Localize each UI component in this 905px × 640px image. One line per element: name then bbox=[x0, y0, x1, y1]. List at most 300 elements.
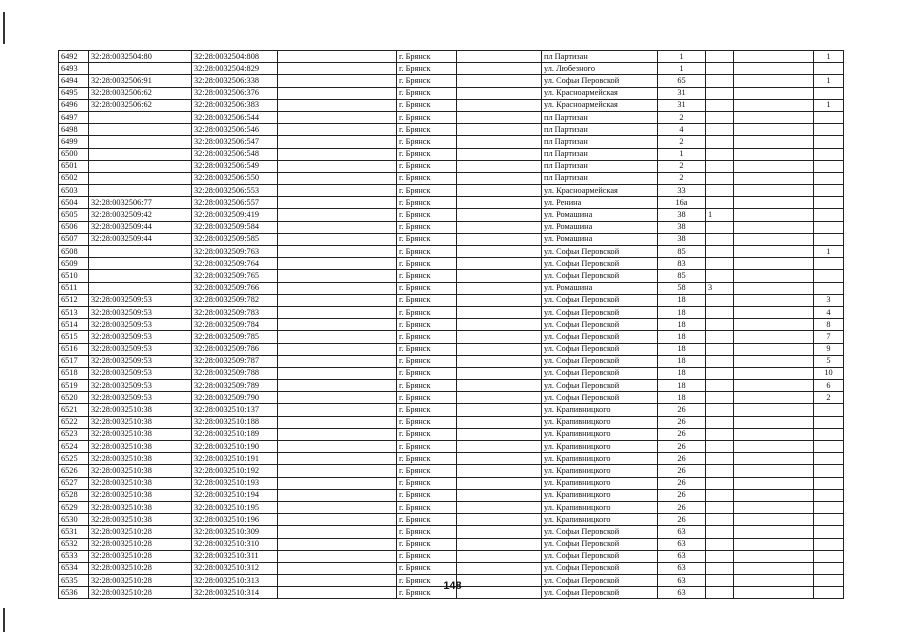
blank-cell bbox=[457, 160, 542, 172]
table-row bbox=[59, 355, 844, 367]
blank-cell bbox=[457, 197, 542, 209]
house-number-cell: 26 bbox=[658, 489, 706, 501]
cadastral-block-cell: 32:28:0032510:28 bbox=[89, 587, 192, 599]
street-cell: ул. Софьи Перовской bbox=[542, 380, 658, 392]
blank-cell bbox=[457, 465, 542, 477]
blank-cell bbox=[278, 453, 397, 465]
quantity-cell bbox=[814, 258, 844, 270]
city-cell: г. Брянск bbox=[397, 343, 457, 355]
blank-cell bbox=[457, 562, 542, 574]
city-cell: г. Брянск bbox=[397, 441, 457, 453]
house-number-cell: 1 bbox=[658, 51, 706, 63]
row-number-cell: 6533 bbox=[59, 550, 89, 562]
row-number-cell: 6496 bbox=[59, 99, 89, 111]
street-cell: ул. Софьи Перовской bbox=[542, 526, 658, 538]
cadastral-number-cell: 32:28:0032506:557 bbox=[192, 197, 278, 209]
extra-cell bbox=[706, 197, 734, 209]
quantity-cell bbox=[814, 489, 844, 501]
blank-cell bbox=[734, 514, 814, 526]
blank-cell bbox=[457, 441, 542, 453]
extra-cell bbox=[706, 136, 734, 148]
house-number-cell: 18 bbox=[658, 343, 706, 355]
extra-cell bbox=[706, 489, 734, 501]
extra-cell bbox=[706, 428, 734, 440]
blank-cell bbox=[734, 319, 814, 331]
blank-cell bbox=[278, 87, 397, 99]
page-number: 148 bbox=[443, 580, 462, 592]
blank-cell bbox=[278, 501, 397, 513]
cadastral-number-cell: 32:28:0032509:765 bbox=[192, 270, 278, 282]
house-number-cell: 26 bbox=[658, 416, 706, 428]
house-number-cell: 65 bbox=[658, 75, 706, 87]
street-cell: пл Партизан bbox=[542, 136, 658, 148]
city-cell: г. Брянск bbox=[397, 197, 457, 209]
quantity-cell bbox=[814, 185, 844, 197]
row-number-cell: 6502 bbox=[59, 172, 89, 184]
house-number-cell: 18 bbox=[658, 355, 706, 367]
cadastral-number-cell: 32:28:0032509:788 bbox=[192, 367, 278, 379]
row-number-cell: 6521 bbox=[59, 404, 89, 416]
blank-cell bbox=[278, 526, 397, 538]
house-number-cell: 26 bbox=[658, 428, 706, 440]
city-cell: г. Брянск bbox=[397, 124, 457, 136]
row-number-cell: 6532 bbox=[59, 538, 89, 550]
cadastral-number-cell: 32:28:0032506:549 bbox=[192, 160, 278, 172]
cadastral-number-cell: 32:28:0032510:192 bbox=[192, 465, 278, 477]
blank-cell bbox=[457, 477, 542, 489]
blank-cell bbox=[457, 416, 542, 428]
cadastral-block-cell: 32:28:0032509:53 bbox=[89, 331, 192, 343]
table-row bbox=[59, 99, 844, 111]
cadastral-number-cell: 32:28:0032510:311 bbox=[192, 550, 278, 562]
house-number-cell: 85 bbox=[658, 270, 706, 282]
table-row bbox=[59, 428, 844, 440]
house-number-cell: 2 bbox=[658, 111, 706, 123]
extra-cell bbox=[706, 306, 734, 318]
blank-cell bbox=[457, 331, 542, 343]
street-cell: ул. Крапивницкого bbox=[542, 416, 658, 428]
street-cell: ул. Софьи Перовской bbox=[542, 538, 658, 550]
blank-cell bbox=[457, 124, 542, 136]
city-cell: г. Брянск bbox=[397, 75, 457, 87]
cadastral-number-cell: 32:28:0032509:784 bbox=[192, 319, 278, 331]
blank-cell bbox=[457, 501, 542, 513]
house-number-cell: 83 bbox=[658, 258, 706, 270]
blank-cell bbox=[278, 367, 397, 379]
city-cell: г. Брянск bbox=[397, 172, 457, 184]
city-cell: г. Брянск bbox=[397, 294, 457, 306]
quantity-cell bbox=[814, 124, 844, 136]
cadastral-number-cell: 32:28:0032509:785 bbox=[192, 331, 278, 343]
table-row bbox=[59, 453, 844, 465]
cadastral-number-cell: 32:28:0032506:546 bbox=[192, 124, 278, 136]
extra-cell bbox=[706, 99, 734, 111]
cadastral-number-cell: 32:28:0032506:548 bbox=[192, 148, 278, 160]
city-cell: г. Брянск bbox=[397, 538, 457, 550]
street-cell: ул. Софьи Перовской bbox=[542, 562, 658, 574]
cadastral-number-cell: 32:28:0032504:829 bbox=[192, 63, 278, 75]
street-cell: ул. Ренина bbox=[542, 197, 658, 209]
blank-cell bbox=[278, 465, 397, 477]
table-row bbox=[59, 75, 844, 87]
house-number-cell: 63 bbox=[658, 526, 706, 538]
blank-cell bbox=[734, 270, 814, 282]
house-number-cell: 26 bbox=[658, 501, 706, 513]
quantity-cell bbox=[814, 221, 844, 233]
extra-cell bbox=[706, 63, 734, 75]
quantity-cell bbox=[814, 501, 844, 513]
extra-cell bbox=[706, 258, 734, 270]
blank-cell bbox=[278, 51, 397, 63]
extra-cell bbox=[706, 465, 734, 477]
cadastral-number-cell: 32:28:0032509:790 bbox=[192, 392, 278, 404]
city-cell: г. Брянск bbox=[397, 87, 457, 99]
row-number-cell: 6513 bbox=[59, 306, 89, 318]
street-cell: ул. Ромашина bbox=[542, 282, 658, 294]
street-cell: ул. Софьи Перовской bbox=[542, 246, 658, 258]
cadastral-number-cell: 32:28:0032506:383 bbox=[192, 99, 278, 111]
row-number-cell: 6518 bbox=[59, 367, 89, 379]
street-cell: ул. Крапивницкого bbox=[542, 477, 658, 489]
cadastral-block-cell: 32:28:0032510:38 bbox=[89, 416, 192, 428]
extra-cell bbox=[706, 124, 734, 136]
row-number-cell: 6504 bbox=[59, 197, 89, 209]
extra-cell bbox=[706, 87, 734, 99]
house-number-cell: 18 bbox=[658, 306, 706, 318]
blank-cell bbox=[278, 562, 397, 574]
city-cell: г. Брянск bbox=[397, 453, 457, 465]
blank-cell bbox=[278, 63, 397, 75]
cadastral-block-cell bbox=[89, 185, 192, 197]
house-number-cell: 1 bbox=[658, 148, 706, 160]
row-number-cell: 6511 bbox=[59, 282, 89, 294]
blank-cell bbox=[457, 63, 542, 75]
row-number-cell: 6515 bbox=[59, 331, 89, 343]
register-body bbox=[59, 51, 844, 599]
table-row bbox=[59, 136, 844, 148]
extra-cell bbox=[706, 51, 734, 63]
house-number-cell: 38 bbox=[658, 233, 706, 245]
cadastral-block-cell: 32:28:0032510:38 bbox=[89, 441, 192, 453]
blank-cell bbox=[278, 355, 397, 367]
cadastral-block-cell: 32:28:0032509:53 bbox=[89, 319, 192, 331]
table-row bbox=[59, 185, 844, 197]
extra-cell bbox=[706, 160, 734, 172]
row-number-cell: 6510 bbox=[59, 270, 89, 282]
street-cell: ул. Софьи Перовской bbox=[542, 258, 658, 270]
property-register-table bbox=[58, 50, 844, 599]
extra-cell bbox=[706, 380, 734, 392]
cadastral-number-cell: 32:28:0032506:338 bbox=[192, 75, 278, 87]
quantity-cell: 4 bbox=[814, 306, 844, 318]
cadastral-number-cell: 32:28:0032510:314 bbox=[192, 587, 278, 599]
blank-cell bbox=[734, 550, 814, 562]
blank-cell bbox=[734, 63, 814, 75]
extra-cell bbox=[706, 514, 734, 526]
table-row bbox=[59, 87, 844, 99]
city-cell: г. Брянск bbox=[397, 111, 457, 123]
house-number-cell: 38 bbox=[658, 209, 706, 221]
row-number-cell: 6535 bbox=[59, 575, 89, 587]
blank-cell bbox=[734, 306, 814, 318]
table-row bbox=[59, 148, 844, 160]
street-cell: пл Партизан bbox=[542, 111, 658, 123]
blank-cell bbox=[278, 172, 397, 184]
table-row bbox=[59, 197, 844, 209]
scan-margin-mark-bottom bbox=[3, 608, 5, 632]
cadastral-block-cell: 32:28:0032510:38 bbox=[89, 465, 192, 477]
house-number-cell: 26 bbox=[658, 441, 706, 453]
cadastral-block-cell: 32:28:0032509:53 bbox=[89, 343, 192, 355]
row-number-cell: 6522 bbox=[59, 416, 89, 428]
row-number-cell: 6519 bbox=[59, 380, 89, 392]
row-number-cell: 6499 bbox=[59, 136, 89, 148]
city-cell: г. Брянск bbox=[397, 331, 457, 343]
street-cell: ул. Крапивницкого bbox=[542, 428, 658, 440]
quantity-cell bbox=[814, 233, 844, 245]
city-cell: г. Брянск bbox=[397, 367, 457, 379]
quantity-cell: 5 bbox=[814, 355, 844, 367]
blank-cell bbox=[278, 233, 397, 245]
table-row bbox=[59, 441, 844, 453]
cadastral-block-cell: 32:28:0032510:28 bbox=[89, 538, 192, 550]
street-cell: ул. Крапивницкого bbox=[542, 453, 658, 465]
house-number-cell: 26 bbox=[658, 514, 706, 526]
street-cell: ул. Софьи Перовской bbox=[542, 587, 658, 599]
house-number-cell: 18 bbox=[658, 367, 706, 379]
quantity-cell bbox=[814, 562, 844, 574]
quantity-cell bbox=[814, 428, 844, 440]
blank-cell bbox=[457, 489, 542, 501]
cadastral-number-cell: 32:28:0032504:808 bbox=[192, 51, 278, 63]
blank-cell bbox=[457, 306, 542, 318]
cadastral-number-cell: 32:28:0032509:783 bbox=[192, 306, 278, 318]
blank-cell bbox=[734, 160, 814, 172]
blank-cell bbox=[734, 197, 814, 209]
city-cell: г. Брянск bbox=[397, 282, 457, 294]
table-row bbox=[59, 538, 844, 550]
extra-cell bbox=[706, 221, 734, 233]
cadastral-block-cell: 32:28:0032504:80 bbox=[89, 51, 192, 63]
house-number-cell: 63 bbox=[658, 587, 706, 599]
house-number-cell: 26 bbox=[658, 477, 706, 489]
row-number-cell: 6528 bbox=[59, 489, 89, 501]
cadastral-number-cell: 32:28:0032506:547 bbox=[192, 136, 278, 148]
blank-cell bbox=[278, 185, 397, 197]
city-cell: г. Брянск bbox=[397, 246, 457, 258]
table-row bbox=[59, 124, 844, 136]
cadastral-block-cell: 32:28:0032509:53 bbox=[89, 294, 192, 306]
blank-cell bbox=[457, 111, 542, 123]
table-row bbox=[59, 404, 844, 416]
cadastral-block-cell: 32:28:0032509:53 bbox=[89, 367, 192, 379]
row-number-cell: 6517 bbox=[59, 355, 89, 367]
quantity-cell: 2 bbox=[814, 392, 844, 404]
blank-cell bbox=[278, 331, 397, 343]
blank-cell bbox=[734, 87, 814, 99]
cadastral-block-cell: 32:28:0032509:53 bbox=[89, 392, 192, 404]
cadastral-block-cell: 32:28:0032506:91 bbox=[89, 75, 192, 87]
row-number-cell: 6530 bbox=[59, 514, 89, 526]
blank-cell bbox=[734, 294, 814, 306]
street-cell: ул. Софьи Перовской bbox=[542, 343, 658, 355]
quantity-cell bbox=[814, 404, 844, 416]
extra-cell bbox=[706, 477, 734, 489]
quantity-cell bbox=[814, 282, 844, 294]
blank-cell bbox=[278, 209, 397, 221]
blank-cell bbox=[734, 489, 814, 501]
blank-cell bbox=[457, 246, 542, 258]
blank-cell bbox=[734, 99, 814, 111]
blank-cell bbox=[734, 404, 814, 416]
house-number-cell: 26 bbox=[658, 404, 706, 416]
blank-cell bbox=[457, 51, 542, 63]
row-number-cell: 6500 bbox=[59, 148, 89, 160]
row-number-cell: 6520 bbox=[59, 392, 89, 404]
blank-cell bbox=[278, 111, 397, 123]
row-number-cell: 6536 bbox=[59, 587, 89, 599]
cadastral-block-cell bbox=[89, 258, 192, 270]
city-cell: г. Брянск bbox=[397, 355, 457, 367]
city-cell: г. Брянск bbox=[397, 51, 457, 63]
quantity-cell bbox=[814, 477, 844, 489]
city-cell: г. Брянск bbox=[397, 319, 457, 331]
street-cell: ул. Ромашина bbox=[542, 221, 658, 233]
extra-cell bbox=[706, 233, 734, 245]
cadastral-number-cell: 32:28:0032509:786 bbox=[192, 343, 278, 355]
blank-cell bbox=[457, 75, 542, 87]
blank-cell bbox=[734, 465, 814, 477]
row-number-cell: 6523 bbox=[59, 428, 89, 440]
city-cell: г. Брянск bbox=[397, 306, 457, 318]
blank-cell bbox=[457, 428, 542, 440]
cadastral-number-cell: 32:28:0032509:419 bbox=[192, 209, 278, 221]
blank-cell bbox=[278, 550, 397, 562]
table-row bbox=[59, 294, 844, 306]
blank-cell bbox=[457, 380, 542, 392]
blank-cell bbox=[457, 355, 542, 367]
house-number-cell: 2 bbox=[658, 160, 706, 172]
quantity-cell bbox=[814, 453, 844, 465]
street-cell: ул. Софьи Перовской bbox=[542, 319, 658, 331]
extra-cell bbox=[706, 355, 734, 367]
cadastral-number-cell: 32:28:0032509:584 bbox=[192, 221, 278, 233]
cadastral-number-cell: 32:28:0032510:196 bbox=[192, 514, 278, 526]
street-cell: ул. Софьи Перовской bbox=[542, 575, 658, 587]
table-row bbox=[59, 282, 844, 294]
street-cell: ул. Красноармейская bbox=[542, 87, 658, 99]
extra-cell: 3 bbox=[706, 282, 734, 294]
house-number-cell: 2 bbox=[658, 136, 706, 148]
blank-cell bbox=[278, 380, 397, 392]
blank-cell bbox=[734, 75, 814, 87]
city-cell: г. Брянск bbox=[397, 465, 457, 477]
quantity-cell bbox=[814, 441, 844, 453]
city-cell: г. Брянск bbox=[397, 136, 457, 148]
blank-cell bbox=[734, 538, 814, 550]
row-number-cell: 6527 bbox=[59, 477, 89, 489]
street-cell: ул. Крапивницкого bbox=[542, 489, 658, 501]
table-row bbox=[59, 416, 844, 428]
extra-cell bbox=[706, 246, 734, 258]
extra-cell bbox=[706, 441, 734, 453]
cadastral-number-cell: 32:28:0032509:763 bbox=[192, 246, 278, 258]
house-number-cell: 18 bbox=[658, 331, 706, 343]
blank-cell bbox=[734, 367, 814, 379]
house-number-cell: 31 bbox=[658, 99, 706, 111]
street-cell: ул. Ромашина bbox=[542, 233, 658, 245]
row-number-cell: 6497 bbox=[59, 111, 89, 123]
row-number-cell: 6529 bbox=[59, 501, 89, 513]
table-row bbox=[59, 319, 844, 331]
city-cell: г. Брянск bbox=[397, 550, 457, 562]
cadastral-number-cell: 32:28:0032510:190 bbox=[192, 441, 278, 453]
blank-cell bbox=[734, 331, 814, 343]
cadastral-block-cell: 32:28:0032509:44 bbox=[89, 221, 192, 233]
blank-cell bbox=[278, 282, 397, 294]
row-number-cell: 6524 bbox=[59, 441, 89, 453]
street-cell: ул. Любезного bbox=[542, 63, 658, 75]
cadastral-number-cell: 32:28:0032506:550 bbox=[192, 172, 278, 184]
cadastral-block-cell: 32:28:0032510:28 bbox=[89, 575, 192, 587]
cadastral-number-cell: 32:28:0032509:766 bbox=[192, 282, 278, 294]
house-number-cell: 38 bbox=[658, 221, 706, 233]
city-cell: г. Брянск bbox=[397, 99, 457, 111]
house-number-cell: 63 bbox=[658, 575, 706, 587]
house-number-cell: 85 bbox=[658, 246, 706, 258]
quantity-cell bbox=[814, 148, 844, 160]
cadastral-block-cell bbox=[89, 136, 192, 148]
cadastral-block-cell bbox=[89, 160, 192, 172]
table-row bbox=[59, 63, 844, 75]
extra-cell bbox=[706, 331, 734, 343]
quantity-cell bbox=[814, 87, 844, 99]
city-cell: г. Брянск bbox=[397, 562, 457, 574]
street-cell: ул. Крапивницкого bbox=[542, 514, 658, 526]
cadastral-block-cell bbox=[89, 111, 192, 123]
blank-cell bbox=[457, 185, 542, 197]
quantity-cell bbox=[814, 416, 844, 428]
house-number-cell: 63 bbox=[658, 562, 706, 574]
blank-cell bbox=[278, 416, 397, 428]
row-number-cell: 6506 bbox=[59, 221, 89, 233]
street-cell: пл Партизан bbox=[542, 160, 658, 172]
blank-cell bbox=[457, 453, 542, 465]
quantity-cell: 1 bbox=[814, 99, 844, 111]
quantity-cell bbox=[814, 136, 844, 148]
blank-cell bbox=[457, 282, 542, 294]
city-cell: г. Брянск bbox=[397, 514, 457, 526]
city-cell: г. Брянск bbox=[397, 404, 457, 416]
row-number-cell: 6531 bbox=[59, 526, 89, 538]
cadastral-number-cell: 32:28:0032509:787 bbox=[192, 355, 278, 367]
blank-cell bbox=[278, 538, 397, 550]
cadastral-block-cell: 32:28:0032506:62 bbox=[89, 99, 192, 111]
cadastral-block-cell: 32:28:0032510:38 bbox=[89, 477, 192, 489]
city-cell: г. Брянск bbox=[397, 428, 457, 440]
table-row bbox=[59, 111, 844, 123]
row-number-cell: 6494 bbox=[59, 75, 89, 87]
cadastral-number-cell: 32:28:0032509:764 bbox=[192, 258, 278, 270]
quantity-cell: 7 bbox=[814, 331, 844, 343]
cadastral-block-cell bbox=[89, 63, 192, 75]
cadastral-block-cell bbox=[89, 246, 192, 258]
extra-cell bbox=[706, 111, 734, 123]
cadastral-number-cell: 32:28:0032509:782 bbox=[192, 294, 278, 306]
table-row bbox=[59, 501, 844, 513]
blank-cell bbox=[734, 392, 814, 404]
cadastral-block-cell: 32:28:0032509:42 bbox=[89, 209, 192, 221]
